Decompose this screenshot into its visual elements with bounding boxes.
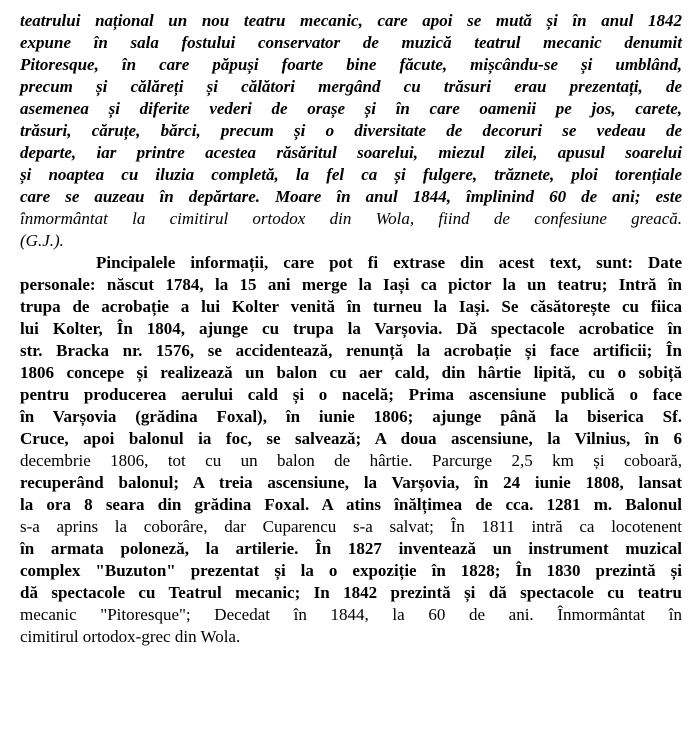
text-line: decembrie 1806, tot cu un balon de hârtie. Parcurge 2,5 km și coboară,: [20, 451, 682, 470]
text-line: departe, iar printre acestea răsăritul soarelui, miezul zilei, apusul soarelui: [20, 143, 682, 162]
text-line: recuperând balonul; A treia ascensiune, la Varșovia, în 24 iunie 1808, lansat: [20, 473, 682, 492]
text-line: pentru producerea aerului cald și o nacelă; Prima ascensiune publică o face: [20, 385, 682, 404]
text-line: la ora 8 seara din grădina Foxal. A atins înălțimea de cca. 1281 m. Balonul: [20, 495, 682, 514]
text-line: expune în sala fostului conservator de muzică teatrul mecanic denumit: [20, 33, 682, 52]
text-line: Cruce, apoi balonul ia foc, se salvează; A doua ascensiune, la Vilnius, în 6: [20, 429, 682, 448]
text-line: și noaptea cu iluzia completă, la fel ca și fulgere, trăznete, ploi torențiale: [20, 165, 682, 184]
text-line: trăsuri, căruțe, bărci, precum și o diversitate de decoruri se vedeau de: [20, 121, 682, 140]
text-line: în armata poloneză, la artilerie. În 1827 inventează un instrument muzical: [20, 539, 682, 558]
paragraph-summary: [20, 252, 682, 648]
text-line: în Varșovia (grădina Foxal), în iunie 1806; ajunge până la biserica Sf.: [20, 407, 682, 426]
text-line: înmormântat la cimitirul ortodox din Wola, fiind de confesiune greacă.: [20, 209, 682, 228]
text-line: cimitirul ortodox-grec din Wola.: [20, 627, 241, 646]
text-line: precum și călăreți și călători mergând cu trăsuri erau prezentați, de: [20, 77, 682, 96]
text-line: s-a aprins la coborâre, dar Cuparencu s-a salvat; În 1811 intră ca locotenent: [20, 517, 682, 536]
document-page: [20, 10, 682, 648]
text-line: trupa de acrobație a lui Kolter venită în turneu la Iași. Se căsătorește cu fiica: [20, 297, 682, 316]
text-line: str. Bracka nr. 1576, se accidentează, renunță la acrobație și face artificii; În: [20, 341, 682, 360]
text-line-first: [20, 252, 682, 274]
paragraph-quote: [20, 10, 682, 252]
text-line: lui Kolter, În 1804, ajunge cu trupa la Varșovia. Dă spectacole acrobatice în: [20, 319, 682, 338]
text-line: care se auzeau în depărtare. Moare în anul 1844, împlinind 60 de ani; este: [20, 187, 682, 206]
text-line: mecanic "Pitoresque"; Decedat în 1844, la 60 de ani. Înmormântat în: [20, 605, 682, 624]
text-line: Pitoresque, în care păpuși foarte bine făcute, mișcându-se și umblând,: [20, 55, 682, 74]
text-line: dă spectacole cu Teatrul mecanic; In 1842 prezintă și dă spectacole cu teatru: [20, 583, 682, 602]
text-line: teatrului național un nou teatru mecanic, care apoi se mută și în anul 1842: [20, 11, 682, 30]
text-line-content: Pincipalele informații, care pot fi extrase din acest text, sunt: Date: [96, 253, 682, 272]
text-line: asemenea și diferite vederi de orașe și în care oamenii pe jos, carete,: [20, 99, 682, 118]
text-line: complex "Buzuton" prezentat și la o expoziție în 1828; În 1830 prezintă și: [20, 561, 682, 580]
text-line: personale: născut 1784, la 15 ani merge la Iași ca pictor la un teatru; Intră în: [20, 275, 682, 294]
text-line: (G.J.).: [20, 231, 64, 250]
text-line: 1806 concepe și realizează un balon cu aer cald, din hârtie lipită, cu o sobiță: [20, 363, 682, 382]
